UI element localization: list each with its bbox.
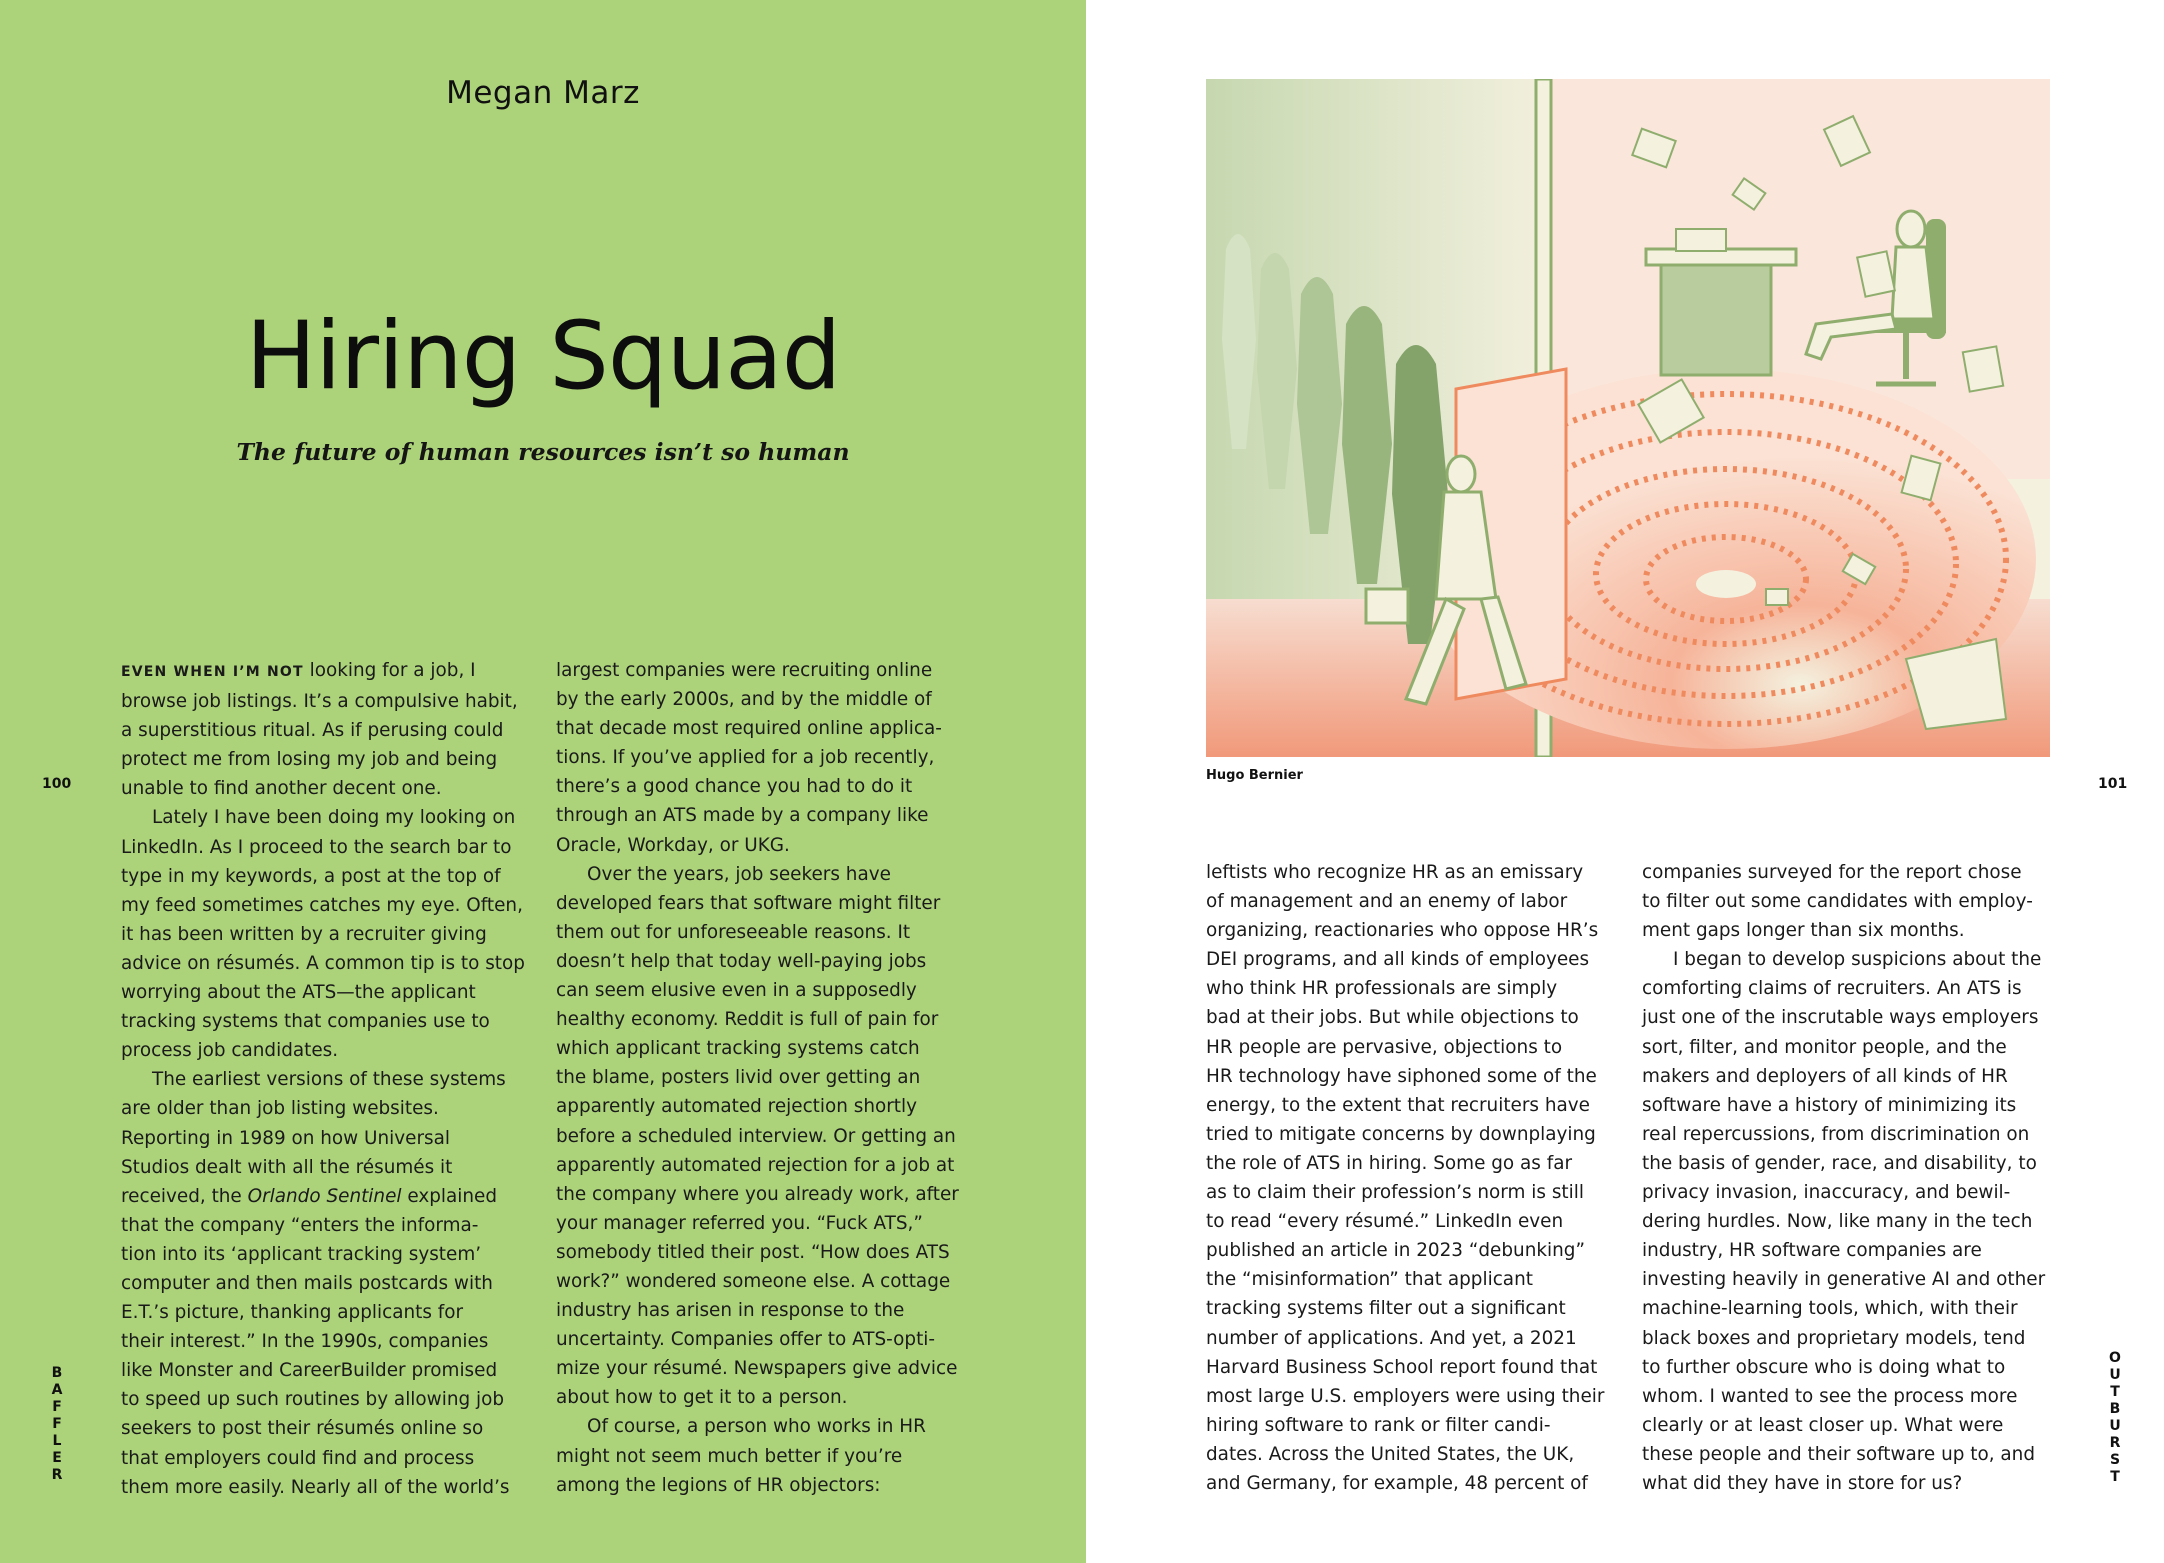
- text-line: privacy invasion, inaccuracy, and bewil-: [1642, 1182, 2011, 1204]
- text-line: there’s a good chance you had to do it: [556, 776, 913, 798]
- text-line: them more easily. Nearly all of the world’s: [121, 1476, 510, 1498]
- text-line: The earliest versions of these systems: [152, 1069, 506, 1091]
- text-line: investing heavily in generative AI and other: [1642, 1269, 2046, 1291]
- text-line: Of course, a person who works in HR: [587, 1416, 926, 1438]
- text-column-4: [1642, 858, 2045, 1498]
- section-side-label: [2105, 1350, 2125, 1486]
- text-line: doesn’t help that today well-paying jobs: [556, 950, 927, 972]
- illustration-credit: Hugo Bernier: [1206, 768, 1303, 783]
- text-line: companies surveyed for the report chose: [1642, 862, 2022, 883]
- text-line: black boxes and proprietary models, tend: [1642, 1327, 2026, 1349]
- text-line: it has been written by a recruiter giving: [121, 923, 487, 945]
- text-line: Studios dealt with all the résumés it: [121, 1156, 453, 1178]
- text-line: tions. If you’ve applied for a job recently,: [556, 747, 935, 769]
- text-line: type in my keywords, a post at the top of: [121, 865, 501, 887]
- text-line: comforting claims of recruiters. An ATS is: [1642, 978, 2022, 1000]
- magazine-side-label: [47, 1365, 67, 1484]
- text-line: that decade most required online applica-: [556, 718, 942, 740]
- side-label-letter: F: [52, 1399, 62, 1415]
- text-line: uncertainty. Companies offer to ATS-opti-: [556, 1329, 936, 1351]
- text-line: to speed up such routines by allowing job: [121, 1389, 505, 1411]
- text-line: that the company “enters the informa-: [121, 1214, 479, 1236]
- text-line: developed fears that software might filter: [556, 892, 941, 914]
- text-line: E.T.’s picture, thanking applicants for: [121, 1302, 464, 1324]
- article-subtitle: The future of human resources isn’t so human: [236, 438, 850, 466]
- side-label-letter: T: [2110, 1469, 2120, 1485]
- text-line: might not seem much better if you’re: [556, 1445, 903, 1467]
- side-label-letter: B: [51, 1365, 63, 1381]
- side-label-letter: E: [52, 1450, 62, 1466]
- text-line: of management and an enemy of labor: [1206, 891, 1568, 913]
- side-label-letter: R: [51, 1467, 63, 1483]
- text-line: by the early 2000s, and by the middle of: [556, 689, 932, 711]
- text-line: unable to find another decent one.: [121, 778, 442, 800]
- text-line: HR technology have siphoned some of the: [1206, 1065, 1597, 1087]
- text-line: to filter out some candidates with employ-: [1642, 891, 2033, 913]
- text-line: hiring software to rank or filter candi-: [1206, 1414, 1551, 1436]
- text-line: dates. Across the United States, the UK,: [1206, 1443, 1575, 1465]
- text-column-1: [121, 656, 525, 1502]
- text-line: my feed sometimes catches my eye. Often,: [121, 894, 523, 916]
- text-line: process job candidates.: [121, 1040, 339, 1062]
- text-line: before a scheduled interview. Or getting an: [556, 1125, 956, 1147]
- text-line: organizing, reactionaries who oppose HR’s: [1206, 920, 1599, 942]
- text-line: mize your résumé. Newspapers give advice: [556, 1358, 958, 1380]
- side-label-letter: A: [51, 1382, 63, 1398]
- side-label-letter: U: [2109, 1418, 2121, 1434]
- text-line: somebody titled their post. “How does ATS: [556, 1241, 950, 1263]
- text-line: to read “every résumé.” LinkedIn even: [1206, 1211, 1564, 1233]
- text-line: browse job listings. It’s a compulsive habit,: [121, 691, 518, 713]
- side-label-letter: S: [2109, 1452, 2121, 1468]
- text-line: work?” wondered someone else. A cottage: [556, 1270, 951, 1292]
- text-line: which applicant tracking systems catch: [556, 1038, 920, 1060]
- text-line: energy, to the extent that recruiters have: [1206, 1094, 1590, 1116]
- text-line: and Germany, for example, 48 percent of: [1206, 1472, 1588, 1494]
- text-line: most large U.S. employers were using their: [1206, 1385, 1605, 1407]
- text-line: apparently automated rejection shortly: [556, 1096, 918, 1118]
- text-column-2: [556, 656, 959, 1500]
- text-line: clearly or at least closer up. What were: [1642, 1414, 2004, 1436]
- text-line: LinkedIn. As I proceed to the search bar to: [121, 836, 512, 858]
- text-line: makers and deployers of all kinds of HR: [1642, 1065, 2008, 1087]
- text-line: your manager referred you. “Fuck ATS,”: [556, 1212, 923, 1234]
- text-line: the blame, posters livid over getting an: [556, 1067, 921, 1089]
- text-line: number of applications. And yet, a 2021: [1206, 1327, 1577, 1349]
- text-line: I began to develop suspicions about the: [1673, 949, 2042, 971]
- text-line: to further obscure who is doing what to: [1642, 1356, 2006, 1378]
- text-line: received, the Orlando Sentinel explained: [121, 1185, 498, 1207]
- text-line: tion into its ‘applicant tracking system’: [121, 1243, 482, 1265]
- text-line: Reporting in 1989 on how Universal: [121, 1127, 451, 1149]
- page-number-right: 101: [2098, 776, 2128, 792]
- text-line: the company where you already work, after: [556, 1183, 959, 1205]
- illustration: [1206, 79, 2050, 757]
- page-number-left: 100: [42, 776, 72, 792]
- side-label-letter: L: [52, 1433, 62, 1449]
- side-label-letter: U: [2109, 1367, 2121, 1383]
- text-line: the basis of gender, race, and disability, to: [1642, 1152, 2037, 1174]
- text-line: can seem elusive even in a supposedly: [556, 980, 917, 1002]
- text-line: like Monster and CareerBuilder promised: [121, 1360, 498, 1382]
- side-label-letter: O: [2109, 1350, 2121, 1366]
- text-line: dering hurdles. Now, like many in the tech: [1642, 1211, 2033, 1233]
- text-line: HR people are pervasive, objections to: [1206, 1036, 1563, 1058]
- text-line: these people and their software up to, and: [1642, 1443, 2036, 1465]
- text-line: Over the years, job seekers have: [587, 863, 891, 885]
- text-line: among the legions of HR objectors:: [556, 1474, 881, 1496]
- text-line: computer and then mails postcards with: [121, 1272, 493, 1294]
- text-line: apparently automated rejection for a job at: [556, 1154, 955, 1176]
- text-line: healthy economy. Reddit is full of pain for: [556, 1009, 939, 1031]
- side-label-letter: F: [52, 1416, 62, 1432]
- text-line: the “misinformation” that applicant: [1206, 1269, 1533, 1291]
- text-line: industry has arisen in response to the: [556, 1300, 905, 1322]
- text-line: tracking systems that companies use to: [121, 1011, 490, 1033]
- article-title: Hiring Squad: [245, 302, 841, 411]
- text-line: industry, HR software companies are: [1642, 1240, 1982, 1262]
- text-line: DEI programs, and all kinds of employees: [1206, 949, 1590, 971]
- text-line: machine-learning tools, which, with their: [1642, 1298, 2018, 1320]
- text-line: largest companies were recruiting online: [556, 660, 933, 681]
- text-line: software have a history of minimizing its: [1642, 1094, 2017, 1116]
- text-line: what did they have in store for us?: [1642, 1472, 1963, 1494]
- text-line: bad at their jobs. But while objections to: [1206, 1007, 1579, 1029]
- side-label-letter: B: [2109, 1401, 2121, 1417]
- text-line: through an ATS made by a company like: [556, 805, 929, 827]
- text-line: Lately I have been doing my looking on: [152, 807, 516, 829]
- text-line: protect me from losing my job and being: [121, 749, 498, 771]
- publication-name: Orlando Sentinel: [247, 1185, 402, 1207]
- text-line: their interest.” In the 1990s, companies: [121, 1331, 489, 1353]
- text-line: ment gaps longer than six months.: [1642, 920, 1965, 942]
- text-column-3: [1206, 858, 1604, 1498]
- text-line: about how to get it to a person.: [556, 1387, 848, 1409]
- text-line: Oracle, Workday, or UKG.: [556, 834, 790, 856]
- text-line: worrying about the ATS—the applicant: [121, 982, 476, 1004]
- text-line: just one of the inscrutable ways employers: [1642, 1007, 2039, 1029]
- author-name: Megan Marz: [446, 75, 640, 111]
- text-line: them out for unforeseeable reasons. It: [556, 921, 911, 943]
- text-line: as to claim their profession’s norm is still: [1206, 1182, 1584, 1204]
- text-line: published an article in 2023 “debunking”: [1206, 1240, 1585, 1262]
- text-line: a superstitious ritual. As if perusing could: [121, 720, 504, 742]
- text-line: are older than job listing websites.: [121, 1098, 439, 1120]
- text-line: EVEN WHEN I’M NOT looking for a job, I: [121, 660, 476, 681]
- lead-in: EVEN WHEN I’M NOT: [121, 664, 304, 680]
- side-label-letter: T: [2110, 1384, 2120, 1400]
- text-line: tried to mitigate concerns by downplaying: [1206, 1123, 1596, 1145]
- text-line: advice on résumés. A common tip is to stop: [121, 952, 525, 974]
- text-line: the role of ATS in hiring. Some go as far: [1206, 1152, 1573, 1174]
- text-line: seekers to post their résumés online so: [121, 1418, 484, 1440]
- text-line: leftists who recognize HR as an emissary: [1206, 862, 1584, 883]
- text-line: tracking systems filter out a significant: [1206, 1298, 1566, 1320]
- text-line: who think HR professionals are simply: [1206, 978, 1558, 1000]
- side-label-letter: R: [2109, 1435, 2121, 1451]
- text-line: Harvard Business School report found that: [1206, 1356, 1598, 1378]
- text-line: whom. I wanted to see the process more: [1642, 1385, 2018, 1407]
- text-line: real repercussions, from discrimination on: [1642, 1123, 2030, 1145]
- text-line: sort, filter, and monitor people, and the: [1642, 1036, 2007, 1058]
- text-line: that employers could find and process: [121, 1447, 475, 1469]
